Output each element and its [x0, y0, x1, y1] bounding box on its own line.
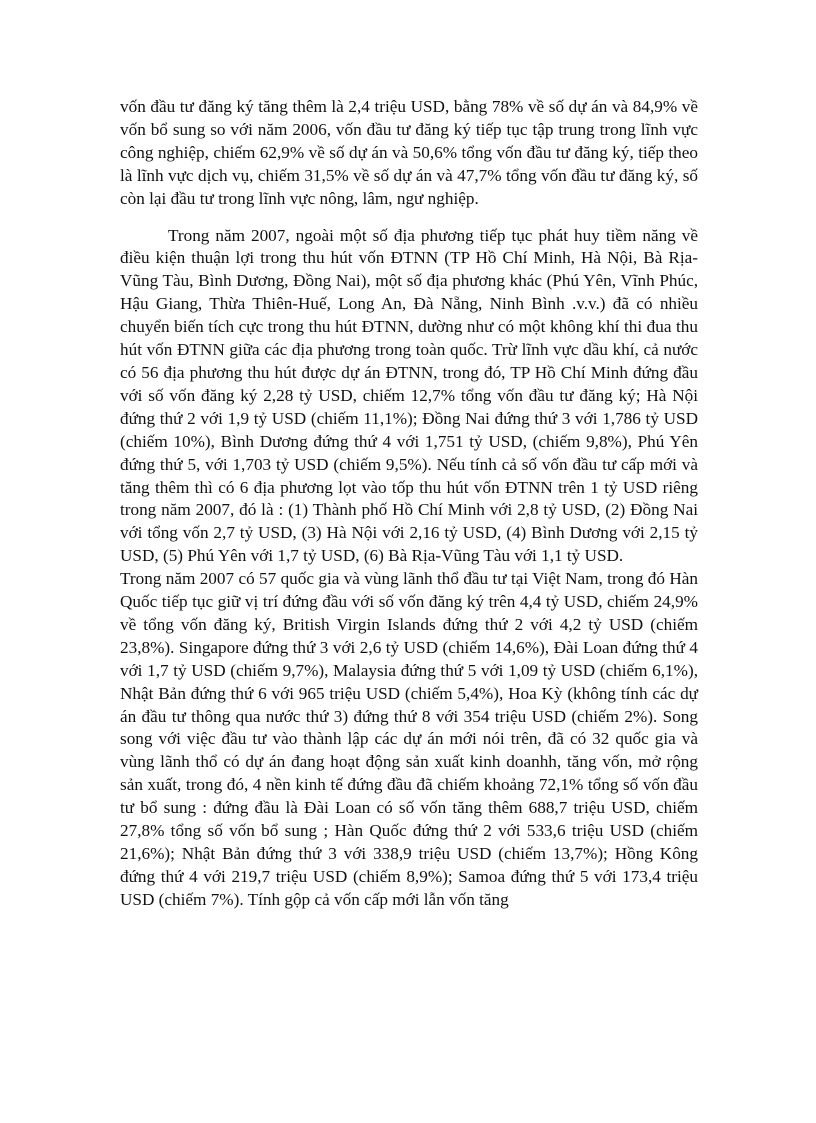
paragraph-investment-sectors: vốn đầu tư đăng ký tăng thêm là 2,4 triệu USD, bằng 78% về số dự án và 84,9% về vốn bổ sung so với năm 2006, vốn đầu tư đăng ký tiếp tục tập trung trong lĩnh vực công nghiệp, chiếm 62,9% về số dự án và 50,6% tổng vốn đầu tư đăng ký, tiếp theo là lĩnh vực dịch vụ, chiếm 31,5% về số dự án và 47,7% tổng vốn đầu tư đăng ký, số còn lại đầu tư trong lĩnh vực nông, lâm, ngư nghiệp. — [120, 97, 698, 208]
paragraph-investing-countries: Trong năm 2007 có 57 quốc gia và vùng lãnh thổ đầu tư tại Việt Nam, trong đó Hàn Quốc tiếp tục giữ vị trí đứng đầu với số vốn đăng ký trên 4,4 tỷ USD, chiếm 24,9% về tổng vốn đăng ký, British Virgin Islands đứng thứ 2 với 4,2 tỷ USD (chiếm 23,8%). Singapore đứng thứ 3 với 2,6 tỷ USD (chiếm 14,6%), Đài Loan đứng thứ 4 với 1,7 tỷ USD (chiếm 9,7%), Malaysia đứng thứ 5 với 1,09 tỷ USD (chiếm 6,1%), Nhật Bản đứng thứ 6 với 965 triệu USD (chiếm 5,4%), Hoa Kỳ (không tính các dự án đầu tư thông qua nước thứ 3) đứng thứ 8 với 354 triệu USD (chiếm 2%). Song song với việc đầu tư vào thành lập các dự án mới nói trên, đã có 32 quốc gia và vùng lãnh thổ có dự án đang hoạt động sản xuất kinh doanhh, tăng vốn, mở rộng sản xuất, trong đó, 4 nền kinh tế đứng đầu đã chiếm khoảng 72,1% tổng số vốn đầu tư bổ sung : đứng đầu là Đài Loan có số vốn tăng thêm 688,7 triệu USD, chiếm 27,8% tổng số vốn bổ sung ; Hàn Quốc đứng thứ 2 với 533,6 triệu USD (chiếm 21,6%); Nhật Bản đứng thứ 3 với 338,9 triệu USD (chiếm 13,7%); Hồng Kông đứng thứ 4 với 219,7 triệu USD (chiếm 8,9%); Samoa đứng thứ 5 với 173,4 triệu USD (chiếm 7%). Tính gộp cả vốn cấp mới lẫn vốn tăng — [120, 569, 698, 909]
document-page — [120, 96, 698, 912]
paragraph-local-attraction: Trong năm 2007, ngoài một số địa phương tiếp tục phát huy tiềm năng về điều kiện thuận lợi trong thu hút vốn ĐTNN (TP Hồ Chí Minh, Hà Nội, Bà Rịa-Vũng Tàu, Bình Dương, Đồng Nai), một số địa phương khác (Phú Yên, Vĩnh Phúc, Hậu Giang, Thừa Thiên-Huế, Long An, Đà Nẵng, Ninh Bình .v.v.) đã có nhiều chuyển biến tích cực trong thu hút ĐTNN, dường như có một không khí thi đua thu hút vốn ĐTNN giữa các địa phương trong toàn quốc. Trừ lĩnh vực dầu khí, cả nước có 56 địa phương thu hút được dự án ĐTNN, trong đó, TP Hồ Chí Minh đứng đầu với số vốn đăng ký 2,28 tỷ USD, chiếm 12,7% tổng vốn đầu tư đăng ký; Hà Nội đứng thứ 2 với 1,9 tỷ USD (chiếm 11,1%); Đồng Nai đứng thứ 3 với 1,786 tỷ USD (chiếm 10%), Bình Dương đứng thứ 4 với 1,751 tỷ USD, (chiếm 9,8%), Phú Yên đứng thứ 5, với 1,703 tỷ USD (chiếm 9,5%). Nếu tính cả số vốn đầu tư cấp mới và tăng thêm thì có 6 địa phương lọt vào tốp thu hút vốn ĐTNN trên 1 tỷ USD riêng trong năm 2007, đó là : (1) Thành phố Hồ Chí Minh với 2,8 tỷ USD, (2) Đồng Nai với tổng vốn 2,7 tỷ USD, (3) Hà Nội với 2,16 tỷ USD, (4) Bình Dương với 2,15 tỷ USD, (5) Phú Yên với 1,7 tỷ USD, (6) Bà Rịa-Vũng Tàu với 1,1 tỷ USD. — [120, 225, 698, 566]
